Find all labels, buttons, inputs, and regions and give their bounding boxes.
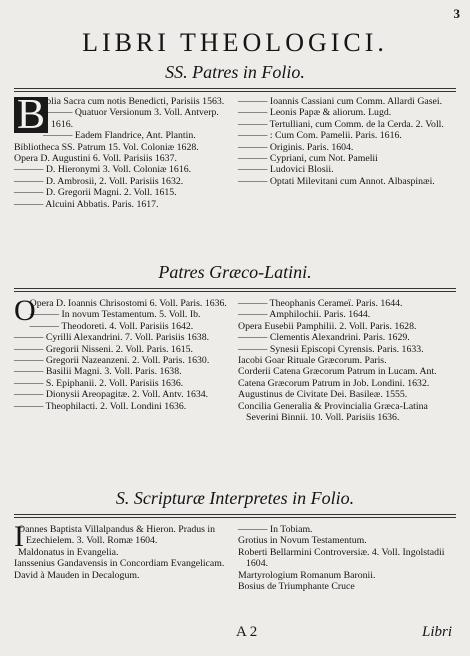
list-item: Ianssenius Gandavensis in Concordiam Evangelicam. (14, 558, 225, 570)
list-item: ——— Ludovici Blosii. (238, 164, 334, 176)
section-body-patres-folio (14, 92, 456, 210)
list-item: ——— Quatuor Versionum 3. Voll. Antverp. 1616. (43, 107, 219, 130)
section-body-patres-graeco-latini (14, 294, 456, 424)
right-column (238, 298, 456, 423)
list-item: ——— Theophilacti. 2. Voll. Londini 1636. (14, 400, 187, 412)
list-item: ——— Theodoreti. 4. Voll. Parisiis 1642. (29, 320, 194, 332)
list-item: ——— Cypriani, cum Not. Pamelii (238, 153, 378, 165)
section-heading-patres-folio: SS. Patres in Folio. (165, 62, 305, 82)
right-column (238, 96, 456, 210)
section-rule (14, 288, 456, 292)
list-item: ——— D. Ambrosii, 2. Voll. Parisiis 1632. (14, 175, 184, 187)
drop-capital: O (14, 294, 36, 327)
list-item: Maldonatus in Evangelia. (18, 546, 119, 558)
list-item: ——— Clementis Alexandrini. Paris. 1629. (238, 332, 410, 344)
list-item: Roberti Bellarmini Controversiæ. 4. Voll. Ingolstadii 1604. (238, 546, 445, 570)
list-item: B Iblia Sacra cum notis Benedicti, Parisiis 1563. (14, 96, 230, 107)
list-item: ——— Ioannis Cassiani cum Comm. Allardi Gasei. (238, 96, 443, 107)
catchword: Libri (421, 624, 452, 640)
list-item: Opera Eusebii Pamphilii. 2. Voll. Paris. 1628. (238, 320, 417, 332)
left-column (14, 520, 230, 592)
drop-capital: B (14, 97, 48, 133)
right-column (238, 524, 456, 592)
list-item: ——— Leonis Papæ & aliorum. Lugd. (238, 107, 392, 119)
page-title: LIBRI THEOLOGICI. (82, 28, 388, 57)
list-item: ——— Tertulliani, cum Comm. de la Cerda. 2. Voll. (238, 118, 444, 130)
list-item: ——— Gregorii Nazeanzeni. 2. Voll. Paris. 1630. (14, 355, 210, 367)
list-item: ——— D. Hieronymi 3. Voll. Coloniæ 1616. (14, 164, 192, 176)
list-item: ——— Cyrilli Alexandrini. 7. Voll. Parisiis 1638. (14, 332, 210, 344)
list-item: ——— D. Gregorii Magni. 2. Voll. 1615. (14, 187, 177, 199)
section-body-scripturae-interpretes (14, 520, 456, 593)
list-item: O Opera D. Ioannis Chrisostomi 6. Voll. Paris. 1636. (14, 294, 227, 327)
section-rule (14, 514, 456, 518)
list-item: Augustinus de Civitate Dei. Basileæ. 1555. (238, 389, 408, 401)
list-item: ——— In Tobiam. (238, 524, 313, 535)
list-item: Iacobi Goar Rituale Græcorum. Paris. (238, 355, 387, 367)
drop-capital: I (14, 520, 24, 553)
list-item: David à Mauden in Decalogum. (14, 569, 140, 581)
list-item: ——— Synesii Episcopi Cyrensis. Paris. 1633. (238, 343, 424, 355)
list-item: ——— Optati Milevitani cum Annot. Albaspinæi. (238, 175, 435, 187)
list-item: ——— Eadem Flandrice, Ant. Plantin. (43, 130, 196, 142)
list-item: ——— Dionysii Areopagitæ. 2. Voll. Antv. 1634. (14, 389, 209, 401)
list-item: ——— Theophanis Cerameï. Paris. 1644. (238, 298, 403, 309)
section-heading-patres-graeco-latini: Patres Græco-Latini. (158, 262, 312, 282)
list-item: ——— In novum Testamentum. 5. Voll. Ib. (29, 309, 201, 321)
list-item: Concilia Generalia & Provincialia Græca-Latina Severini Binnii. 10. Voll. Parisiis 1636. (238, 400, 428, 424)
section-heading-scripturae-interpretes: S. Scripturæ Interpretes in Folio. (115, 488, 355, 508)
list-item: Opera D. Augustini 6. Voll. Parisiis 1637. (14, 153, 177, 165)
list-item: ——— S. Epiphanii. 2. Voll. Parisiis 1636. (14, 377, 184, 389)
page-number: 3 (453, 6, 460, 21)
list-item: ——— Originis. Paris. 1604. (238, 141, 354, 153)
list-item: ——— Amphilochii. Paris. 1644. (238, 309, 371, 321)
list-item: Bibliotheca SS. Patrum 15. Vol. Coloniæ 1628. (14, 141, 199, 153)
list-item: Corderii Catena Græcorum Patrum in Lucam. Ant. (238, 366, 437, 378)
list-item: Bosius de Triumphante Cruce (238, 581, 355, 593)
list-item: I Oannes Baptista Villalpandus & Hieron. Pradus in Ezechielem. 3. Voll. Romæ 1604. (14, 520, 216, 553)
signature-mark: A 2 (236, 624, 258, 640)
list-item: ——— Basilii Magni. 3. Voll. Paris. 1638. (14, 366, 182, 378)
list-item: ——— Alcuini Abbatis. Paris. 1617. (14, 198, 159, 210)
list-item: ——— : Cum Com. Pamelii. Paris. 1616. (238, 130, 402, 142)
list-item: ——— Gregorii Nisseni. 2. Voll. Paris. 1615. (14, 343, 193, 355)
left-column (14, 92, 230, 210)
list-item: Grotius in Novum Testamentum. (238, 535, 367, 547)
list-item: Martyrologium Romanum Baronii. (238, 569, 376, 581)
section-rule (14, 88, 456, 92)
list-item: Catena Græcorum Patrum in Job. Londini. 1632. (238, 377, 430, 389)
left-column (14, 294, 230, 423)
